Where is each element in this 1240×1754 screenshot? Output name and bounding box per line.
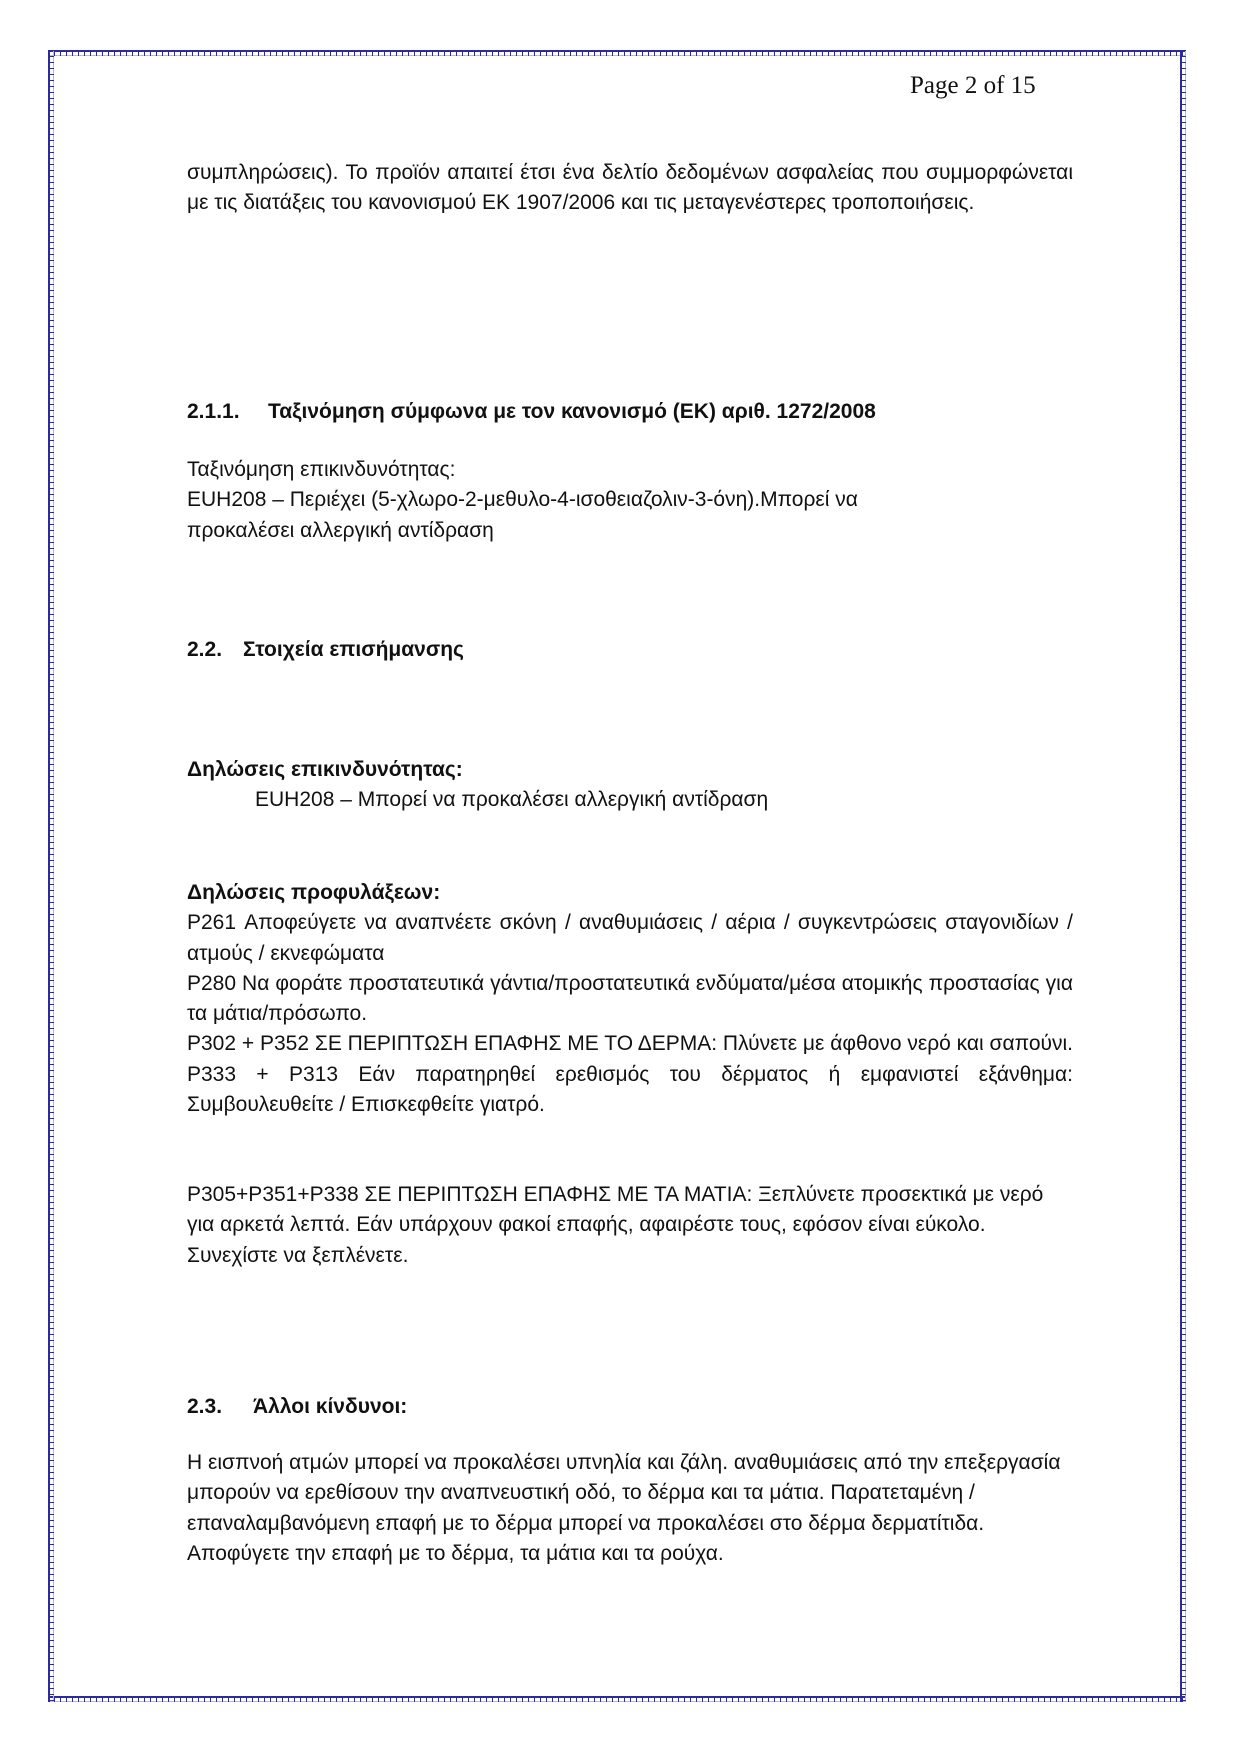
section-number: 2.2. [187,638,223,661]
classification-label: Ταξινόμηση επικινδυνότητας: [187,458,456,481]
precautionary-eye-statement [187,1180,1067,1271]
other-hazards-paragraph: Η εισπνοή ατμών μπορεί να προκαλέσει υπνηλία και ζάλη. αναθυμιάσεις από την επεξεργασία μπορούν να ερεθίσουν την αναπνευστική οδό, το δέρμα και τα μάτια. Παρατεταμένη / επαναλαμβανόμενη επαφή με το δέρμα μπορεί να προκαλέσει στο δέρμα δερματίτιδα. Αποφύγετε την επαφή με το δέρμα, τα μάτια και τα ρούχα. [187,1451,1061,1565]
section-title: Ταξινόμηση σύμφωνα με τον κανονισμό (ΕΚ) αριθ. 1272/2008 [268,400,876,423]
section-number: 2.3. [187,1395,223,1418]
classification-block [187,455,947,546]
section-number: 2.1.1. [187,400,240,423]
hazard-statements [187,755,1073,816]
precautionary-statement-item: P261 Αποφεύγετε να αναπνέετε σκόνη / αναθυμιάσεις / αέρια / συγκεντρώσεις σταγονιδίων / ατμούς / εκνεφώματα [187,911,1073,965]
section-heading-2-3 [187,1395,407,1419]
precautionary-statement-item: P302 + P352 ΣΕ ΠΕΡΙΠΤΩΣΗ ΕΠΑΦΗΣ ΜΕ ΤΟ ΔΕΡΜΑ: Πλύνετε με άφθονο νερό και σαπούνι. [187,1032,1074,1056]
border-bottom [48,1696,1186,1702]
precautionary-statement-item: P305+P351+P338 ΣΕ ΠΕΡΙΠΤΩΣΗ ΕΠΑΦΗΣ ΜΕ ΤΑ ΜΑΤΙΑ: Ξεπλύνετε προσεκτικά με νερό για αρκετά λεπτά. Εάν υπάρχουν φακοί επαφής, αφαιρέστε τους, εφόσον είναι εύκολο. Συνεχίστε να ξεπλένετε. [187,1183,1044,1267]
precautionary-statement-item: P333 + P313 Εάν παρατηρηθεί ερεθισμός του δέρματος ή εμφανιστεί εξάνθημα: Συμβουλευθείτε / Επισκεφθείτε γιατρό. [187,1062,1073,1117]
precautionary-statements-heading: Δηλώσεις προφυλάξεων: [187,881,441,904]
section-title: Στοιχεία επισήμανσης [243,638,464,661]
intro-paragraph: συμπληρώσεις). Το προϊόν απαιτεί έτσι ένα δελτίο δεδομένων ασφαλείας που συμμορφώνεται με τις διατάξεις του κανονισμού ΕΚ 1907/2006 και τις μεταγενέστερες τροποποιήσεις. [187,161,1073,215]
precautionary-statements [187,878,1073,1120]
border-right [1180,50,1186,1702]
classification-text: EUH208 – Περιέχει (5-χλωρο-2-μεθυλο-4-ισοθειαζολιν-3-όνη).Μπορεί να προκαλέσει αλλεργική αντίδραση [187,488,858,542]
section-heading-2-2 [187,638,464,662]
border-left [48,50,54,1702]
precautionary-statement-item: P280 Να φοράτε προστατευτικά γάντια/προστατευτικά ενδύματα/μέσα ατομικής προστασίας για τα μάτια/πρόσωπο. [187,971,1073,1026]
section-heading-2-1-1 [187,400,876,424]
section-title: Άλλοι κίνδυνοι: [253,1395,408,1418]
hazard-statement-item: EUH208 – Μπορεί να προκαλέσει αλλεργική αντίδραση [255,788,769,812]
page-number: Page 2 of 15 [910,72,1036,99]
hazard-statements-heading: Δηλώσεις επικινδυνότητας: [187,758,463,781]
border-top [48,50,1186,56]
